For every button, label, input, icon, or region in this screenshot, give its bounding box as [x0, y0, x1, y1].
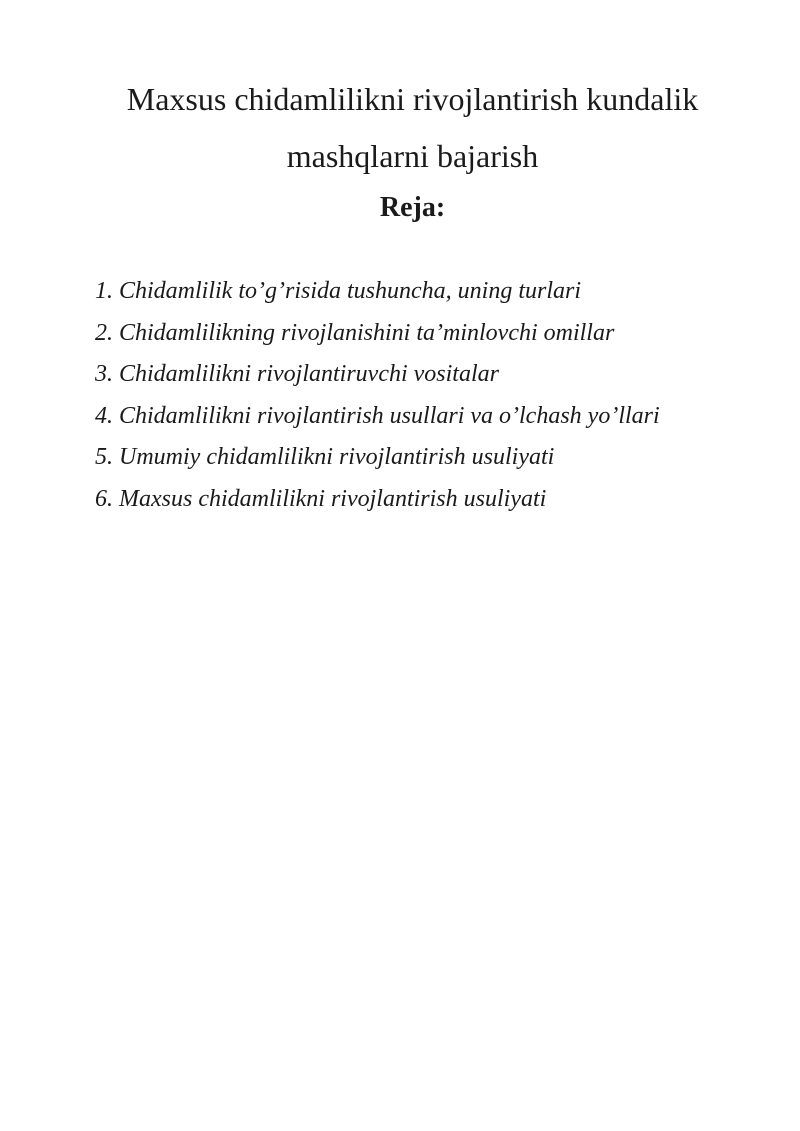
document-title-line-2: mashqlarni bajarish [286, 138, 539, 174]
plan-list-item-4: 4. Chidamlilikni rivojlantirish usullari va o’lchash yo’llari [95, 402, 660, 429]
plan-heading: Reja: [379, 192, 446, 223]
plan-list-item-1: 1. Chidamlilik to’g’risida tushuncha, uning turlari [95, 278, 582, 304]
plan-list-item-5: 5. Umumiy chidamlilikni rivojlantirish usuliyati [95, 444, 555, 470]
plan-list-item-3: 3. Chidamlilikni rivojlantiruvchi vositalar [95, 361, 499, 387]
plan-list [95, 271, 660, 520]
document-title-line-1: Maxsus chidamlilikni rivojlantirish kundalik [126, 81, 699, 117]
document-title [0, 71, 800, 185]
plan-list-item-2: 2. Chidamlilikning rivojlanishini ta’minlovchi omillar [95, 319, 615, 346]
plan-list-item-6: 6. Maxsus chidamlilikni rivojlantirish usuliyati [95, 485, 547, 512]
